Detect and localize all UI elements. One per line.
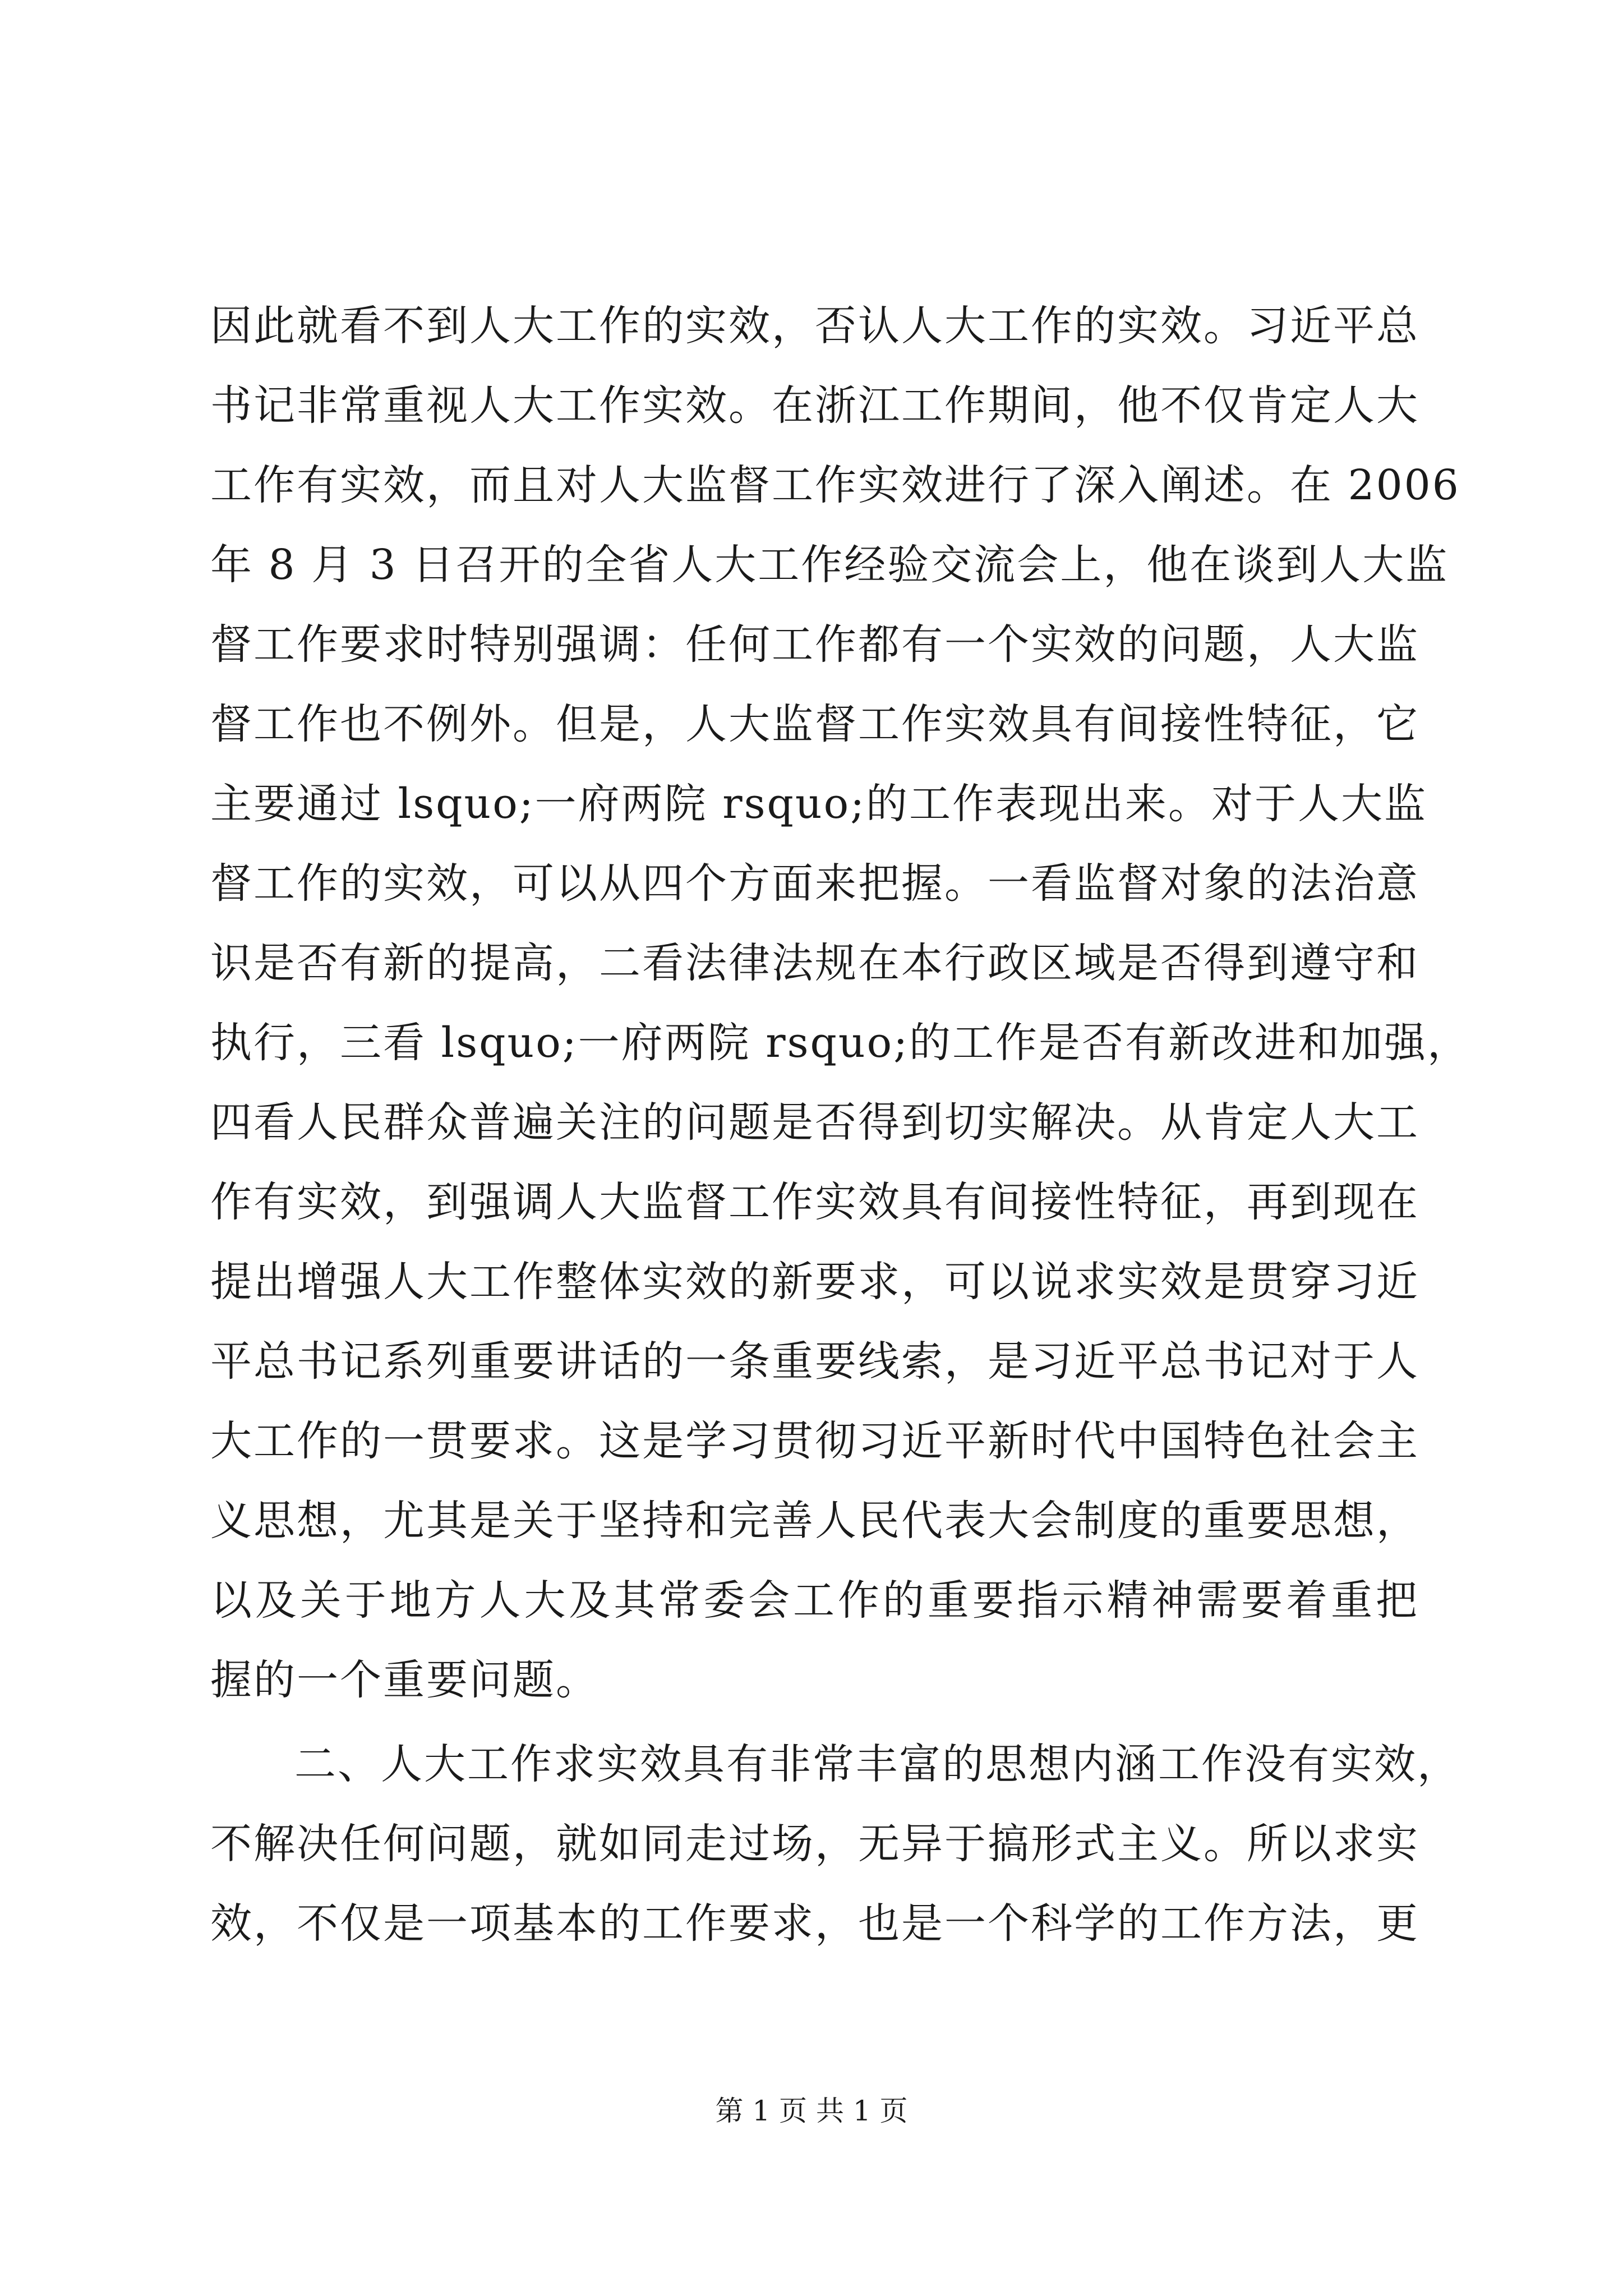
paragraph-line: 督工作要求时特别强调：任何工作都有一个实效的问题，人大监	[210, 620, 1419, 669]
page-number-footer: 第 1 页 共 1 页	[715, 2095, 908, 2127]
paragraph-line: 平总书记系列重要讲话的一条重要线索，是习近平总书记对于人	[210, 1337, 1419, 1386]
paragraph-line: 督工作的实效，可以从四个方面来把握。一看监督对象的法治意	[210, 859, 1419, 908]
paragraph-line: 书记非常重视人大工作实效。在浙江工作期间，他不仅肯定人大	[210, 381, 1419, 430]
paragraph-2	[210, 1724, 1460, 1963]
paragraph-line: 效，不仅是一项基本的工作要求，也是一个科学的工作方法，更	[210, 1899, 1419, 1948]
paragraph-line: 以及关于地方人大及其常委会工作的重要指示精神需要着重把	[210, 1576, 1419, 1625]
paragraph-line: 义思想，尤其是关于坚持和完善人民代表大会制度的重要思想，	[210, 1497, 1419, 1545]
paragraph-line: 二、人大工作求实效具有非常丰富的思想内涵工作没有实效，	[294, 1740, 1460, 1788]
paragraph-line: 主要通过 lsquo;一府两院 rsquo;的工作表现出来。对于人大监	[210, 780, 1428, 828]
paragraph-spacer	[210, 1720, 1419, 1724]
paragraph-line: 因此就看不到人大工作的实效，否认人大工作的实效。习近平总	[210, 302, 1419, 350]
document-body	[210, 286, 1471, 1963]
paragraph-line: 握的一个重要问题。	[210, 1656, 599, 1704]
paragraph-line: 年 8 月 3 日召开的全省人大工作经验交流会上，他在谈到人大监	[210, 541, 1449, 589]
paragraph-line: 四看人民群众普遍关注的问题是否得到切实解决。从肯定人大工	[210, 1098, 1419, 1147]
paragraph-line: 作有实效，到强调人大监督工作实效具有间接性特征，再到现在	[210, 1178, 1419, 1226]
paragraph-line: 提出增强人大工作整体实效的新要求，可以说求实效是贯穿习近	[210, 1258, 1419, 1306]
paragraph-line: 识是否有新的提高，二看法律法规在本行政区域是否得到遵守和	[210, 939, 1419, 987]
paragraph-line: 督工作也不例外。但是，人大监督工作实效具有间接性特征，它	[210, 700, 1419, 748]
paragraph-line: 大工作的一贯要求。这是学习贯彻习近平新时代中国特色社会主	[210, 1417, 1419, 1465]
paragraph-line: 工作有实效，而且对人大监督工作实效进行了深入阐述。在 2006	[210, 461, 1460, 509]
paragraph-1	[210, 286, 1471, 1720]
paragraph-line: 不解决任何问题，就如同走过场，无异于搞形式主义。所以求实	[210, 1820, 1419, 1868]
paragraph-line: 执行，三看 lsquo;一府两院 rsquo;的工作是否有新改进和加强，	[210, 1019, 1471, 1067]
